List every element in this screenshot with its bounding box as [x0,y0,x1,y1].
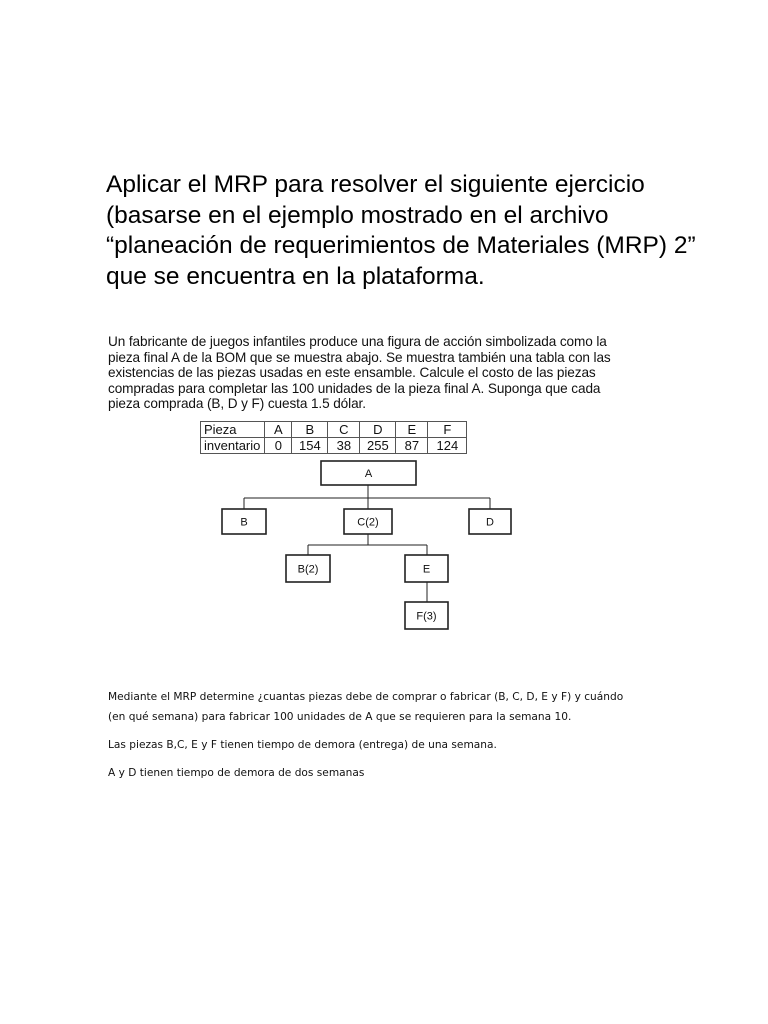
lead-time-note: Las piezas B,C, E y F tienen tiempo de demora (entrega) de una semana. [108,739,497,751]
table-cell: 87 [396,438,428,454]
bom-tree-diagram [218,457,518,632]
problem-line: existencias de las piezas usadas en este ensamble. Calcule el costo de las piezas [108,365,596,381]
instruction-line: Mediante el MRP determine ¿cuantas piezas debe de comprar o fabricar (B, C, D, E y F) y cuándo [108,691,624,703]
problem-line: pieza final A de la BOM que se muestra abajo. Se muestra también una tabla con las [108,349,611,365]
lead-time-note: A y D tienen tiempo de demora de dos semanas [108,767,365,779]
table-cell: B [292,422,328,438]
heading-line: que se encuentra en la plataforma. [106,262,485,290]
assignment-heading [106,170,706,292]
table-cell: D [360,422,396,438]
table-cell: Pieza [201,422,265,438]
table-cell: 38 [328,438,360,454]
bom-label-f: F(3) [416,610,437,623]
heading-line: (basarse en el ejemplo mostrado en el archivo [106,201,609,229]
table-row [201,438,467,454]
problem-line: compradas para completar las 100 unidades de la pieza final A. Suponga que cada [108,380,601,396]
problem-line: Un fabricante de juegos infantiles produce una figura de acción simbolizada como la [108,334,607,349]
table-cell: E [396,422,428,438]
table-cell: 154 [292,438,328,454]
table-cell: F [428,422,467,438]
table-cell: inventario [201,438,265,454]
table-cell: 0 [265,438,292,454]
problem-statement [108,334,668,412]
bom-label-c: C(2) [357,516,379,529]
instructions-section [108,687,668,783]
table-header-row [201,422,467,438]
bom-label-d: D [486,516,494,529]
bom-label-e: E [422,563,431,576]
bom-label-b: B [240,516,248,529]
heading-line: “planeación de requerimientos de Materiales (MRP) 2” [106,232,696,259]
inventory-table [200,421,467,454]
heading-line: Aplicar el MRP para resolver el siguiente ejercicio [106,171,645,198]
table-cell: 124 [428,438,467,454]
instruction-line: (en qué semana) para fabricar 100 unidades de A que se requieren para la semana 10. [108,711,572,723]
bom-label-b2: B(2) [297,563,319,576]
problem-line: pieza comprada (B, D y F) cuesta 1.5 dólar. [108,396,366,412]
table-cell: 255 [360,438,396,454]
table-cell: A [265,422,292,438]
bom-label-a: A [364,468,373,480]
table-cell: C [328,422,360,438]
